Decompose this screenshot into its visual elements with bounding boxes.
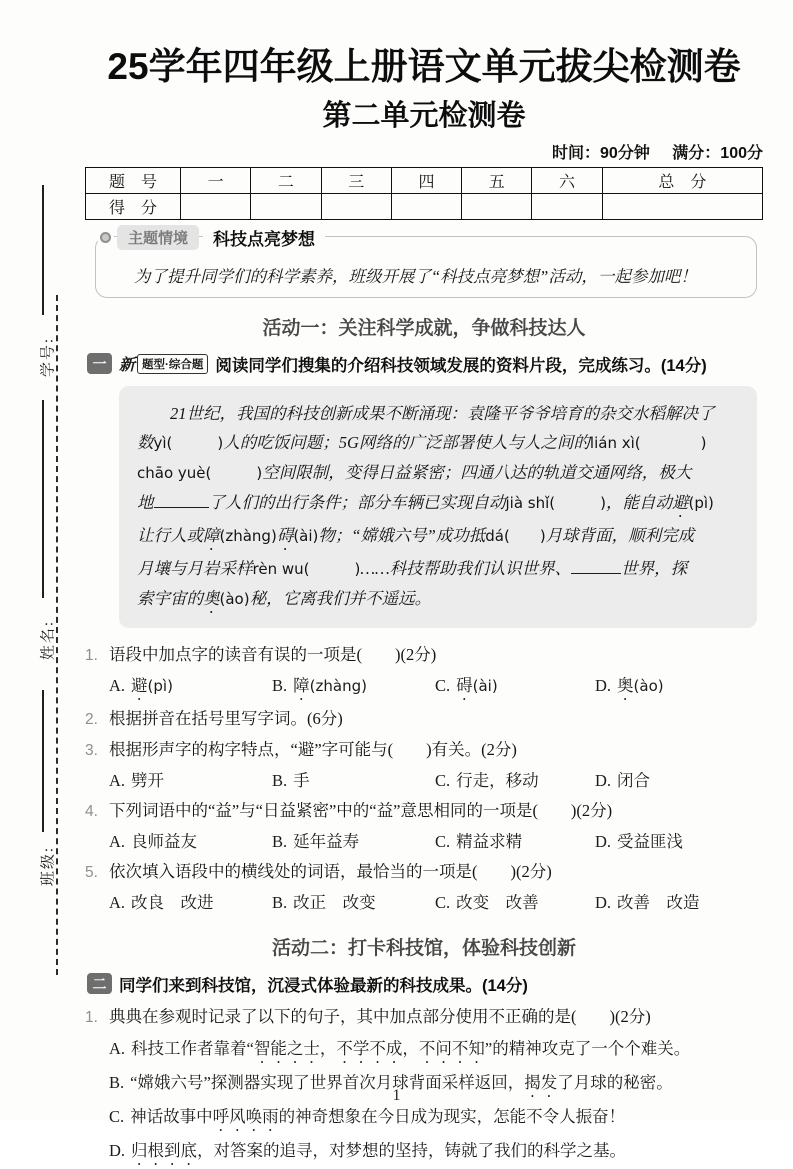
section1-number-badge: 一 [87, 353, 112, 374]
tag-type-label: 题型·综合题 [137, 354, 208, 374]
option-c: C. 行走，移动 [435, 770, 539, 790]
activity2-heading: 活动二：打卡科技馆，体验科技创新 [271, 937, 576, 959]
column-three: 三 [321, 167, 391, 193]
option-b: B. “嫦娥六号”探测器实现了世界首次月球背面采样返回，揭发了月球的秘密。 [109, 1072, 673, 1092]
score-cell [251, 193, 321, 219]
passage-line: 索宇宙的奥(ào)秘，它离我们并不遥远。 [137, 588, 432, 608]
section2-stem: 同学们来到科技馆，沉浸式体验最新的科技成果。(14分) [119, 976, 528, 995]
theme-title: 科技点亮梦想 [203, 225, 325, 250]
option-b: B. 障(zhàng) [272, 675, 367, 695]
student-id-write-line [42, 185, 44, 315]
score-cell [532, 193, 602, 219]
passage-line: 21世纪，我国的科技创新成果不断涌现：袁隆平爷爷培育的杂交水稻解决了 [170, 403, 715, 423]
score-cell [391, 193, 461, 219]
option-d: D. 闭合 [595, 770, 651, 790]
option-d: D. 奥(ào) [595, 675, 664, 695]
section2-header [87, 972, 763, 996]
column-one: 一 [181, 167, 251, 193]
name-label: 姓名: [40, 619, 57, 661]
score-table-header-row [86, 167, 763, 193]
question-number-label: 题 号 [86, 167, 181, 193]
question-number: 5. [85, 863, 98, 881]
score-table [85, 167, 763, 220]
column-six: 六 [532, 167, 602, 193]
option-d: D. 改善 改造 [595, 892, 700, 912]
option-d: D. 受益匪浅 [595, 831, 684, 851]
section1-header [87, 352, 763, 376]
class-label: 班级: [40, 845, 57, 887]
reading-passage [119, 386, 757, 628]
question-3 [85, 735, 763, 766]
section2-question-1 [85, 1002, 763, 1033]
bullet-circle-icon [100, 232, 111, 243]
question-stem: 根据拼音在括号里写字词。(6分) [109, 708, 343, 728]
column-five: 五 [462, 167, 532, 193]
question-number: 1. [85, 646, 98, 664]
option-a: A. 良师益友 [109, 831, 198, 851]
question-2 [85, 704, 763, 735]
option-c: C. 改变 改善 [435, 892, 539, 912]
page-number: 1 [392, 1087, 401, 1104]
theme-box [95, 229, 757, 298]
name-write-line [42, 400, 44, 598]
time-limit: 时间：90分钟 [552, 144, 650, 162]
section1-stem: 阅读同学们搜集的介绍科技领域发展的资料片段，完成练习。(14分) [215, 356, 707, 375]
score-cell [181, 193, 251, 219]
option-b: B. 改正 改变 [272, 892, 376, 912]
score-label: 得 分 [86, 193, 181, 219]
column-total: 总 分 [602, 167, 762, 193]
column-two: 二 [251, 167, 321, 193]
page-title: 25学年四年级上册语文单元拔尖检测卷 [107, 46, 741, 87]
option-c: C. 碍(ài) [435, 675, 498, 695]
option-b: B. 延年益寿 [272, 831, 360, 851]
question-5-options [109, 888, 763, 918]
option-a: A. 科技工作者靠着“智能之士，不学不成，不问不知”的精神攻克了一个个难关。 [109, 1038, 691, 1058]
theme-intro: 为了提升同学们的科学素养，班级开展了“科技点亮梦想”活动，一起参加吧！ [134, 266, 697, 286]
question-4-options [109, 827, 763, 857]
question-type-tag [119, 352, 208, 375]
question-number: 2. [85, 710, 98, 728]
score-cell [321, 193, 391, 219]
question-1 [85, 640, 763, 671]
question-stem: 语段中加点字的读音有误的一项是( )(2分) [109, 644, 437, 664]
option-c: C. 精益求精 [435, 831, 523, 851]
question-stem: 典典在参观时记录了以下的句子，其中加点部分使用不正确的是( )(2分) [109, 1006, 651, 1026]
option-c: C. 神话故事中呼风唤雨的神奇想象在今日成为现实，怎能不令人振奋！ [109, 1106, 626, 1126]
score-cell [602, 193, 762, 219]
activity1-heading: 活动一：关注科学成就，争做科技达人 [262, 317, 586, 339]
option-d: D. 归根到底，对答案的追寻，对梦想的坚持，铸就了我们的科学之基。 [109, 1140, 627, 1160]
student-id-label: 学号: [40, 336, 57, 378]
question-stem: 下列词语中的“益”与“日益紧密”中的“益”意思相同的一项是( )(2分) [109, 800, 613, 820]
question-number: 4. [85, 802, 98, 820]
theme-header [100, 225, 325, 250]
option-a: A. 劈开 [109, 770, 165, 790]
theme-badge: 主题情境 [117, 225, 199, 250]
page-subtitle: 第二单元检测卷 [322, 99, 526, 132]
passage-line: 月壤与月岩采样rèn wu( )……科技帮助我们认识世界、 世界，探 [137, 558, 688, 578]
passage-line: 让行人或障(zhàng)碍(ài)物；“嫦娥六号”成功抵dá( )月球背面，顺利完成 [137, 525, 695, 545]
passage-line: 数yì( )人的吃饭问题；5G网络的广泛部署使人与人之间的lián xì( ) [137, 432, 707, 452]
score-table-score-row [86, 193, 763, 219]
question-number: 3. [85, 741, 98, 759]
question-5 [85, 857, 763, 888]
binding-dashed-line [56, 295, 58, 975]
passage-line: 地 了人们的出行条件；部分车辆已实现自动jià shǐ( )，能自动避(pì) [137, 492, 714, 512]
passage-line: chāo yuè( )空间限制，变得日益紧密；四通八达的轨道交通网络，极大 [137, 462, 692, 482]
class-write-line [42, 690, 44, 832]
score-cell [462, 193, 532, 219]
exam-meta [85, 140, 763, 163]
question-4 [85, 796, 763, 827]
section2-number-badge: 二 [87, 973, 112, 994]
question-3-options [109, 766, 763, 796]
main-content [85, 0, 763, 1169]
question-stem: 依次填入语段中的横线处的词语，最恰当的一项是( )(2分) [109, 861, 552, 881]
column-four: 四 [391, 167, 461, 193]
option-a: A. 避(pì) [109, 675, 173, 695]
question-stem: 根据形声字的构字特点，“避”字可能与( )有关。(2分) [109, 739, 517, 759]
tag-new-label: 新 [119, 357, 136, 375]
option-b: B. 手 [272, 770, 310, 790]
full-score: 满分：100分 [672, 144, 763, 162]
option-a: A. 改良 改进 [109, 892, 214, 912]
question-number: 1. [85, 1008, 98, 1026]
question-1-options [109, 671, 763, 704]
